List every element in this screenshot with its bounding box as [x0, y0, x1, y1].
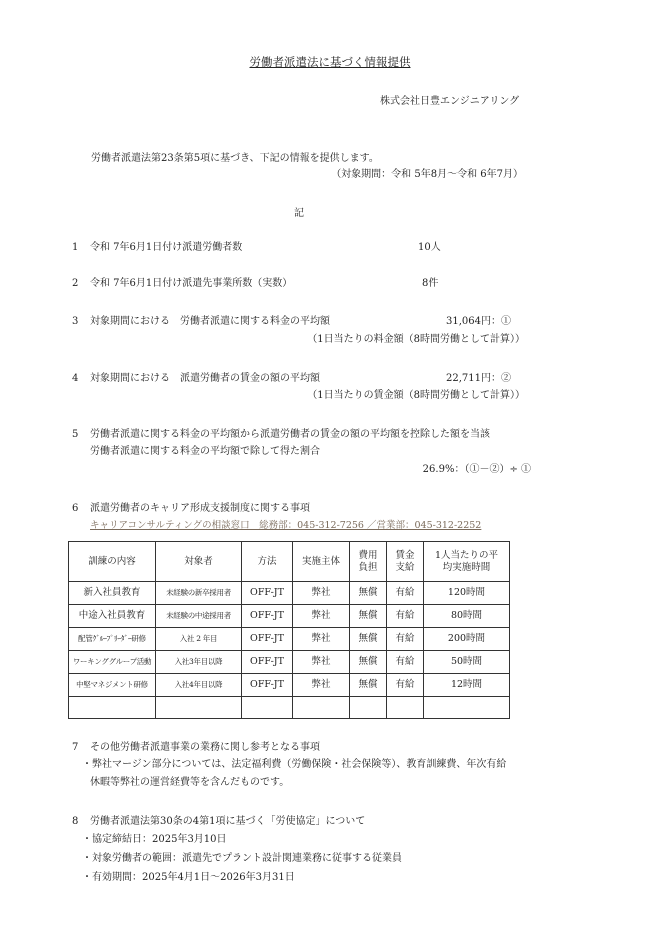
avg-wage-label: 対象期間における 派遣労働者の賃金の額の平均額	[90, 373, 320, 384]
table-header: 方法	[242, 542, 293, 582]
intro-text: 労働者派遣法第23条第5項に基づき、下記の情報を提供します。	[91, 153, 379, 164]
agreement-scope: ・対象労働者の範囲：派遣先でプラント設計関連業務に従事する従業員	[82, 853, 402, 864]
margin-ratio-value: 26.9%：（①－②）÷ ①	[422, 464, 531, 475]
client-offices-label: 令和 7年6月1日付け派遣先事業所数（実数）	[90, 278, 293, 289]
table-cell: 有給	[387, 651, 424, 674]
table-cell: 新入社員教育	[69, 582, 156, 605]
table-cell: 弊社	[293, 628, 350, 651]
table-cell: 無償	[350, 628, 387, 651]
table-cell	[424, 697, 510, 719]
company-name: 株式会社日豊エンジニアリング	[380, 96, 520, 107]
avg-fee-note: （1日当たりの料金額（8時間労働として計算））	[307, 334, 525, 345]
item-number: 7	[72, 742, 79, 753]
table-cell: 200時間	[424, 628, 510, 651]
table-cell: 有給	[387, 582, 424, 605]
table-cell: OFF-JT	[242, 628, 293, 651]
table-cell: 12時間	[424, 674, 510, 697]
table-cell: 50時間	[424, 651, 510, 674]
table-cell: 弊社	[293, 582, 350, 605]
client-offices-value: 8件	[422, 278, 439, 289]
table-header: 賃金支給	[387, 542, 424, 582]
agreement-date: ・協定締結日：2025年3月10日	[82, 834, 227, 845]
other-info-title: その他労働者派遣事業の業務に関し参考となる事項	[90, 742, 320, 753]
table-cell: 無償	[350, 651, 387, 674]
table-cell: ワーキンググループ活動	[69, 651, 156, 674]
table-cell: 弊社	[293, 605, 350, 628]
table-cell: 有給	[387, 605, 424, 628]
table-cell	[242, 697, 293, 719]
table-row	[69, 651, 510, 674]
table-header: 対象者	[156, 542, 242, 582]
table-cell: 中堅マネジメント研修	[69, 674, 156, 697]
margin-ratio-text-line1: 労働者派遣に関する料金の平均額から派遣労働者の賃金の額の平均額を控除した額を当該	[90, 429, 490, 440]
avg-fee-value: 31,064円：①	[446, 316, 511, 327]
dispatched-workers-label: 令和 7年6月1日付け派遣労働者数	[90, 242, 243, 253]
table-cell: 120時間	[424, 582, 510, 605]
labor-agreement-title: 労働者派遣法第30条の4第1項に基づく「労使協定」について	[90, 816, 366, 827]
table-cell: 80時間	[424, 605, 510, 628]
table-cell: 弊社	[293, 674, 350, 697]
table-cell: 未経験の新卒採用者	[156, 582, 242, 605]
table-cell: 未経験の中途採用者	[156, 605, 242, 628]
table-cell: 無償	[350, 582, 387, 605]
item-number: 2	[72, 278, 79, 289]
item-number: 4	[72, 373, 79, 384]
avg-wage-note: （1日当たりの賃金額（8時間労働として計算））	[307, 390, 525, 401]
table-header: 実施主体	[293, 542, 350, 582]
table-cell: 弊社	[293, 651, 350, 674]
table-row	[69, 605, 510, 628]
table-header: 費用負担	[350, 542, 387, 582]
target-period: （対象期間：令和 5年8月～令和 6年7月）	[331, 169, 523, 180]
table-row	[69, 582, 510, 605]
dispatched-workers-value: 10人	[418, 242, 441, 253]
table-cell	[387, 697, 424, 719]
table-row-empty	[69, 697, 510, 719]
table-row	[69, 674, 510, 697]
table-cell: OFF-JT	[242, 582, 293, 605]
table-cell: 配管ｸﾞﾙｰﾌﾟﾘｰﾀﾞｰ研修	[69, 628, 156, 651]
table-cell	[350, 697, 387, 719]
item-number: 6	[72, 503, 79, 514]
career-training-table	[68, 541, 510, 719]
table-cell	[156, 697, 242, 719]
margin-note-line1: ・弊社マージン部分については、法定福利費（労働保険・社会保険等）、教育訓練費、年次有給	[82, 759, 507, 770]
item-number: 1	[72, 242, 79, 253]
table-cell: OFF-JT	[242, 605, 293, 628]
table-cell	[293, 697, 350, 719]
item-number: 3	[72, 316, 79, 327]
avg-wage-value: 22,711円：②	[446, 373, 511, 384]
table-cell: 無償	[350, 674, 387, 697]
table-cell: 有給	[387, 628, 424, 651]
table-cell: 有給	[387, 674, 424, 697]
agreement-validity: ・有効期間：2025年4月1日～2026年3月31日	[82, 872, 295, 883]
item-number: 5	[72, 429, 79, 440]
avg-fee-label: 対象期間における 労働者派遣に関する料金の平均額	[90, 316, 330, 327]
margin-ratio-text-line2: 労働者派遣に関する料金の平均額で除して得た割合	[90, 446, 320, 457]
table-header: 訓練の内容	[69, 542, 156, 582]
margin-note-line2: 休暇等弊社の運営経費等を含んだものです。	[90, 777, 290, 788]
table-row	[69, 628, 510, 651]
page-title: 労働者派遣法に基づく情報提供	[249, 55, 411, 69]
table-cell: 無償	[350, 605, 387, 628]
career-consulting-contact: キャリアコンサルティングの相談窓口 総務部：045-312-7256 ／営業部：045-312-2252	[90, 520, 482, 531]
table-cell: OFF-JT	[242, 674, 293, 697]
table-cell: 入社4年目以降	[156, 674, 242, 697]
table-header: 1人当たりの平均実施時間	[424, 542, 510, 582]
table-cell	[69, 697, 156, 719]
table-header-row	[69, 542, 510, 582]
ki-heading: 記	[294, 208, 304, 219]
table-cell: 中途入社員教育	[69, 605, 156, 628]
career-support-title: 派遣労働者のキャリア形成支援制度に関する事項	[90, 503, 310, 514]
table-cell: 入社3年目以降	[156, 651, 242, 674]
item-number: 8	[72, 816, 79, 827]
table-cell: 入社 2 年目	[156, 628, 242, 651]
table-cell: OFF-JT	[242, 651, 293, 674]
